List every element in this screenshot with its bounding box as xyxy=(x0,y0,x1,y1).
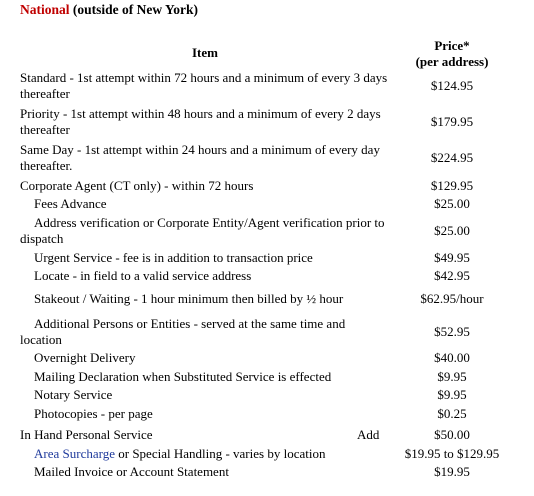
item-description: In Hand Personal Service xyxy=(20,427,153,442)
item-price: $25.00 xyxy=(434,196,470,211)
table-row xyxy=(20,215,520,247)
area-surcharge-link[interactable]: Area Surcharge xyxy=(34,446,115,461)
item-description: Priority - 1st attempt within 48 hours and a minimum of every 2 days thereafter xyxy=(20,106,381,137)
table-row xyxy=(20,406,520,422)
table-row xyxy=(20,178,520,194)
table-row xyxy=(20,427,520,443)
item-description: Overnight Delivery xyxy=(34,350,136,365)
item-description: Mailing Declaration when Substituted Service is effected xyxy=(34,369,332,384)
item-description: Photocopies - per page xyxy=(34,406,153,421)
item-description: Fees Advance xyxy=(34,196,107,211)
item-description: Locate - in field to a valid service address xyxy=(34,268,252,283)
item-description: Address verification or Corporate Entity/Agent verification prior to dispatch xyxy=(20,215,385,246)
table-row xyxy=(20,196,520,212)
column-header-price-line1: Price* xyxy=(434,38,470,53)
item-price: $25.00 xyxy=(434,223,470,238)
item-price: $9.95 xyxy=(437,387,467,402)
add-label: Add xyxy=(357,427,380,442)
table-row xyxy=(20,106,520,138)
item-description: Same Day - 1st attempt within 24 hours and a minimum of every day thereafter. xyxy=(20,142,380,173)
item-price: $129.95 xyxy=(430,178,474,193)
item-price: $9.95 xyxy=(437,369,467,384)
item-price: $224.95 xyxy=(430,150,474,165)
table-row xyxy=(20,464,520,480)
item-price: $50.00 xyxy=(434,427,470,442)
section-title-accent: National xyxy=(20,2,70,17)
table-row xyxy=(20,142,520,174)
table-row xyxy=(20,250,520,266)
section-title xyxy=(20,2,198,18)
table-row xyxy=(20,291,520,307)
table-row xyxy=(20,268,520,284)
item-price: $0.25 xyxy=(437,406,467,421)
item-description: Notary Service xyxy=(34,387,113,402)
column-header-item: Item xyxy=(192,45,218,60)
item-description: Additional Persons or Entities - served at the same time and location xyxy=(20,316,346,347)
item-price: $42.95 xyxy=(434,268,470,283)
item-description: Corporate Agent (CT only) - within 72 hours xyxy=(20,178,254,193)
table-row xyxy=(20,369,520,385)
item-price: $124.95 xyxy=(430,78,474,93)
table-row xyxy=(20,350,520,366)
item-description: Urgent Service - fee is in addition to transaction price xyxy=(34,250,313,265)
item-description xyxy=(20,446,390,462)
item-description: Stakeout / Waiting - 1 hour minimum then billed by ½ hour xyxy=(34,291,344,306)
table-row xyxy=(20,446,520,462)
item-price: $19.95 to $129.95 xyxy=(404,446,500,461)
item-description: Standard - 1st attempt within 72 hours and a minimum of every 3 days thereafter xyxy=(20,70,388,101)
item-description: Mailed Invoice or Account Statement xyxy=(34,464,229,479)
item-price: $179.95 xyxy=(430,114,474,129)
item-price: $49.95 xyxy=(434,250,470,265)
column-header-price xyxy=(390,38,514,70)
column-header-price-line2: (per address) xyxy=(415,54,489,69)
table-row xyxy=(20,387,520,403)
item-description-rest: or Special Handling - varies by location xyxy=(114,446,326,461)
item-price: $62.95/hour xyxy=(420,291,484,306)
item-price: $52.95 xyxy=(434,324,470,339)
item-price: $40.00 xyxy=(434,350,470,365)
item-price: $19.95 xyxy=(434,464,470,479)
section-title-rest: (outside of New York) xyxy=(69,2,199,17)
table-row xyxy=(20,316,520,348)
table-row xyxy=(20,70,520,102)
